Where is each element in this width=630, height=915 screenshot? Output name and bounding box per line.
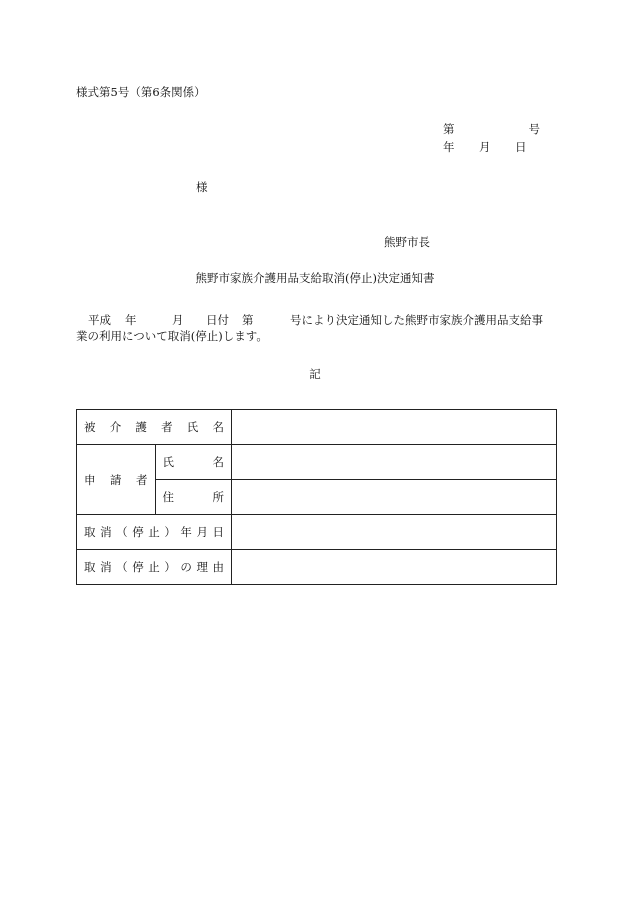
sender-name: 熊野市長 [384, 235, 430, 249]
care-recipient-label: 被 介 護 者 氏 名 [77, 410, 232, 445]
cancel-reason-value[interactable] [232, 550, 557, 585]
table-row [77, 550, 557, 585]
date-day: 日 [515, 140, 527, 154]
body-month: 月 [172, 313, 184, 327]
table-row [77, 410, 557, 445]
body-line1-rest: 号により決定通知した熊野市家族介護用品支給事 [290, 313, 543, 327]
body-line-2: 業の利用について取消(停止)します。 [76, 329, 268, 343]
body-era: 平成 [88, 313, 111, 327]
applicant-address-label: 住 所 [155, 480, 231, 515]
form-number-label: 様式第5号（第6条関係） [76, 85, 206, 99]
applicant-name-label: 氏 名 [155, 445, 231, 480]
addressee-honorific: 様 [196, 180, 208, 194]
applicant-name-value[interactable] [232, 445, 557, 480]
body-day: 日付 [206, 313, 229, 327]
number-prefix: 第 [443, 122, 455, 136]
care-recipient-value[interactable] [232, 410, 557, 445]
date-month: 月 [479, 140, 491, 154]
applicant-label: 申 請 者 [77, 445, 156, 515]
document-title: 熊野市家族介護用品支給取消(停止)決定通知書 [195, 271, 435, 285]
body-no-prefix: 第 [242, 313, 254, 327]
cancel-reason-label: 取 消 （ 停 止 ） の 理 由 [77, 550, 232, 585]
info-table [76, 409, 557, 585]
table-row [77, 445, 557, 480]
date-year: 年 [443, 140, 455, 154]
applicant-address-value[interactable] [232, 480, 557, 515]
ki-heading: 記 [309, 367, 321, 381]
cancel-date-value[interactable] [232, 515, 557, 550]
cancel-date-label: 取 消 （ 停 止 ） 年 月 日 [77, 515, 232, 550]
table-row [77, 515, 557, 550]
number-suffix: 号 [528, 122, 540, 136]
body-year: 年 [125, 313, 137, 327]
